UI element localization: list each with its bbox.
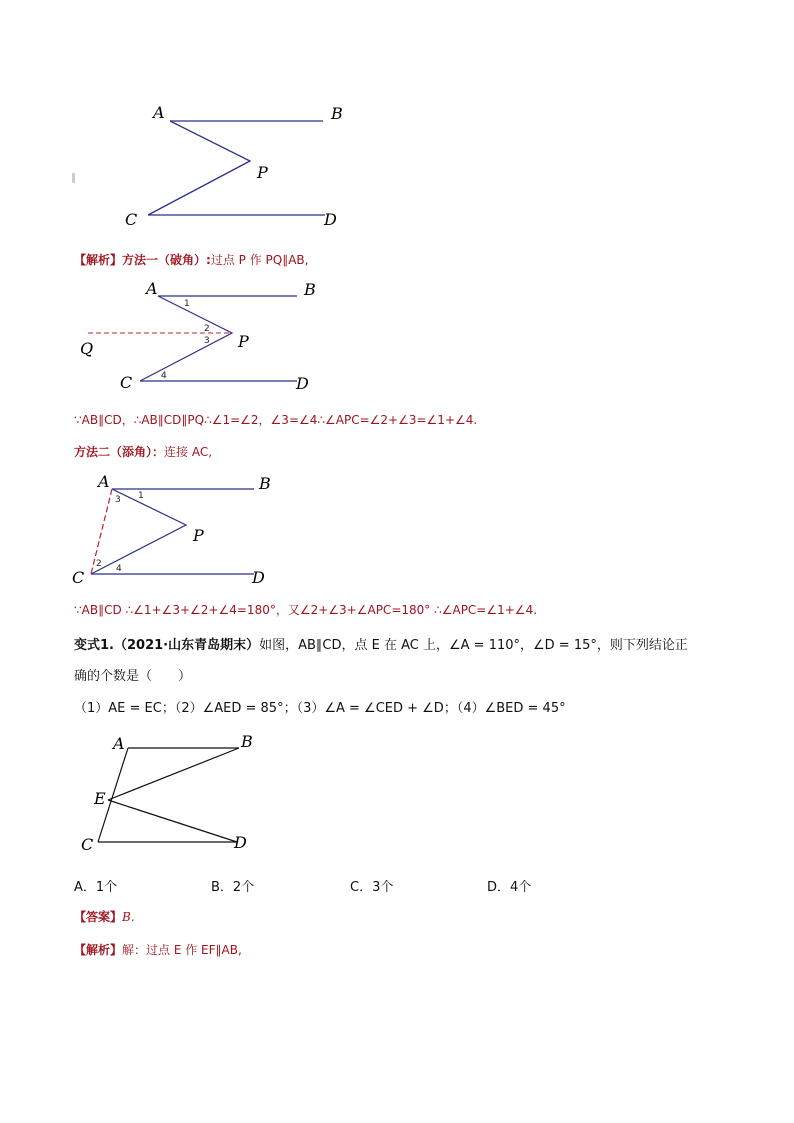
fig3-label-d: D xyxy=(252,568,265,587)
fig1-label-b: B xyxy=(331,104,343,123)
answer-line xyxy=(74,908,135,925)
method-1-proof: ∵AB∥CD，∴AB∥CD∥PQ∴∠1=∠2，∠3=∠4∴∠APC=∠2+∠3=∠1+∠4. xyxy=(74,413,478,427)
fig2-label-c: C xyxy=(120,373,133,392)
fig2-angle-4: 4 xyxy=(161,371,167,381)
solution-2-tag: 【解析】 xyxy=(74,943,123,957)
fig2-angle-1: 1 xyxy=(184,299,190,309)
fig2-label-p: P xyxy=(238,332,249,351)
variant-1-prefix: 变式1.（2021·山东青岛期末） xyxy=(74,638,260,653)
fig1-label-a: A xyxy=(153,103,165,122)
option-c: C．3个 xyxy=(350,880,394,895)
fig4-label-a: A xyxy=(113,734,125,753)
method-2-title: 方法二（添角）： xyxy=(74,445,165,459)
fig1-label-c: C xyxy=(125,210,138,229)
option-d: D．4个 xyxy=(487,880,532,895)
fig4-label-b: B xyxy=(241,732,253,751)
solution-2-line xyxy=(74,941,242,958)
fig3-label-a: A xyxy=(98,472,110,491)
solution-1-heading xyxy=(74,251,308,268)
variant-1-stem-a: 如图，AB∥CD，点 E 在 AC 上，∠A = 110°，∠D = 15°，则下列结论正 xyxy=(259,638,688,653)
variant-1-stem-line-2: 确的个数是（ ） xyxy=(74,669,192,684)
fig3-label-c: C xyxy=(72,568,85,587)
method-1-text: 过点 P 作 PQ∥AB, xyxy=(210,253,309,267)
figure-1-diagram xyxy=(60,95,380,235)
fig2-angle-3: 3 xyxy=(204,336,210,346)
fig1-label-p: P xyxy=(257,163,268,182)
option-b: B．2个 xyxy=(211,880,255,895)
method-2-proof: ∵AB∥CD ∴∠1+∠3+∠2+∠4=180°，又∠2+∠3+∠APC=180° ∴∠APC=∠1+∠4. xyxy=(74,603,538,617)
fig3-angle-3: 3 xyxy=(115,495,121,505)
fig3-angle-2: 2 xyxy=(96,559,102,569)
fig2-label-a: A xyxy=(146,279,158,298)
fig2-label-b: B xyxy=(304,280,316,299)
fig1-label-d: D xyxy=(324,210,337,229)
method-2-text: 连接 AC, xyxy=(164,445,213,459)
fig3-label-p: P xyxy=(193,526,204,545)
fig2-angle-2: 2 xyxy=(204,324,210,334)
fig4-label-c: C xyxy=(81,835,94,854)
fig4-label-d: D xyxy=(234,833,247,852)
method-1-title: 方法一（破角）: xyxy=(122,253,211,267)
solution-tag: 【解析】 xyxy=(74,253,123,267)
method-2-heading xyxy=(74,443,212,460)
fig2-label-q: Q xyxy=(80,339,94,358)
figure-2-diagram xyxy=(70,275,370,400)
option-a: A．1个 xyxy=(74,880,118,895)
figure-3-diagram xyxy=(64,470,364,590)
variant-1-stem-line-1 xyxy=(74,634,688,653)
fig3-angle-4: 4 xyxy=(116,564,122,574)
figure-4-diagram xyxy=(76,728,276,858)
solution-2-text: 解：过点 E 作 EF∥AB, xyxy=(122,943,242,957)
answer-tag: 【答案】 xyxy=(74,910,123,924)
fig4-label-e: E xyxy=(94,789,106,808)
fig3-angle-1: 1 xyxy=(138,491,144,501)
answer-value: B. xyxy=(122,910,135,924)
fig2-label-d: D xyxy=(296,374,309,393)
variant-1-items: （1）AE = EC；（2）∠AED = 85°；（3）∠A = ∠CED + ∠D；（4）∠BED = 45° xyxy=(74,701,566,716)
fig3-label-b: B xyxy=(259,474,271,493)
